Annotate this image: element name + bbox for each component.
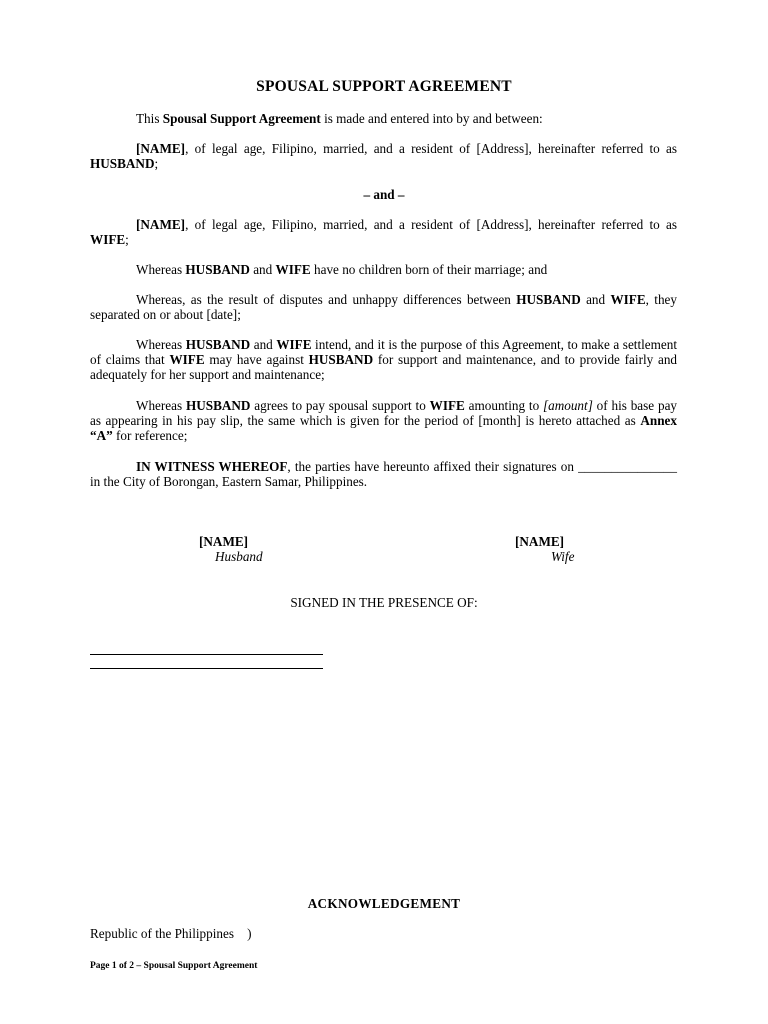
wife-signature-block [515, 534, 574, 564]
witness-signature-line [90, 654, 323, 655]
whereas-disputes-paragraph: Whereas, as the result of disputes and unhappy differences between HUSBAND and WIFE, they separated on or about [date]; [90, 292, 677, 322]
husband-signature-name: [NAME] [199, 534, 249, 549]
witness-signature-line [90, 668, 323, 669]
husband-signature-block [199, 534, 263, 564]
whereas-pay-paragraph: Whereas HUSBAND agrees to pay spousal support to WIFE amounting to [amount] of his base pay as appearing in his pay slip, the same which is given for the period of [month] is hereto attached as Annex “A” for reference; [90, 398, 678, 443]
republic-line: Republic of the Philippines ) [90, 926, 252, 941]
signed-presence-heading: SIGNED IN THE PRESENCE OF: [290, 595, 478, 610]
acknowledgement-heading: ACKNOWLEDGEMENT [307, 896, 461, 911]
whereas-children-paragraph: Whereas HUSBAND and WIFE have no children born of their marriage; and [136, 262, 548, 277]
husband-signature-role: Husband [215, 549, 263, 564]
page-footer: Page 1 of 2 – Spousal Support Agreement [90, 961, 258, 971]
whereas-intend-paragraph: Whereas HUSBAND and WIFE intend, and it is the purpose of this Agreement, to make a settlement of claims that WIFE may have against HUSBAND for support and maintenance, and to provide fairly and adequately for her support and maintenance; [90, 337, 678, 382]
and-separator: – and – [363, 187, 405, 202]
document-title: SPOUSAL SUPPORT AGREEMENT [256, 78, 512, 95]
wife-signature-role: Wife [551, 549, 575, 564]
intro-paragraph: This Spousal Support Agreement is made and entered into by and between: [136, 111, 543, 126]
husband-party-paragraph: [NAME], of legal age, Filipino, married, and a resident of [Address], hereinafter referred to as HUSBAND; [90, 141, 677, 171]
witness-paragraph: IN WITNESS WHEREOF, the parties have hereunto affixed their signatures on _______________ in the City of Borongan, Eastern Samar, Philippines. [90, 459, 677, 489]
wife-signature-name: [NAME] [515, 534, 565, 549]
wife-party-paragraph: [NAME], of legal age, Filipino, married, and a resident of [Address], hereinafter referred to as WIFE; [90, 217, 677, 247]
